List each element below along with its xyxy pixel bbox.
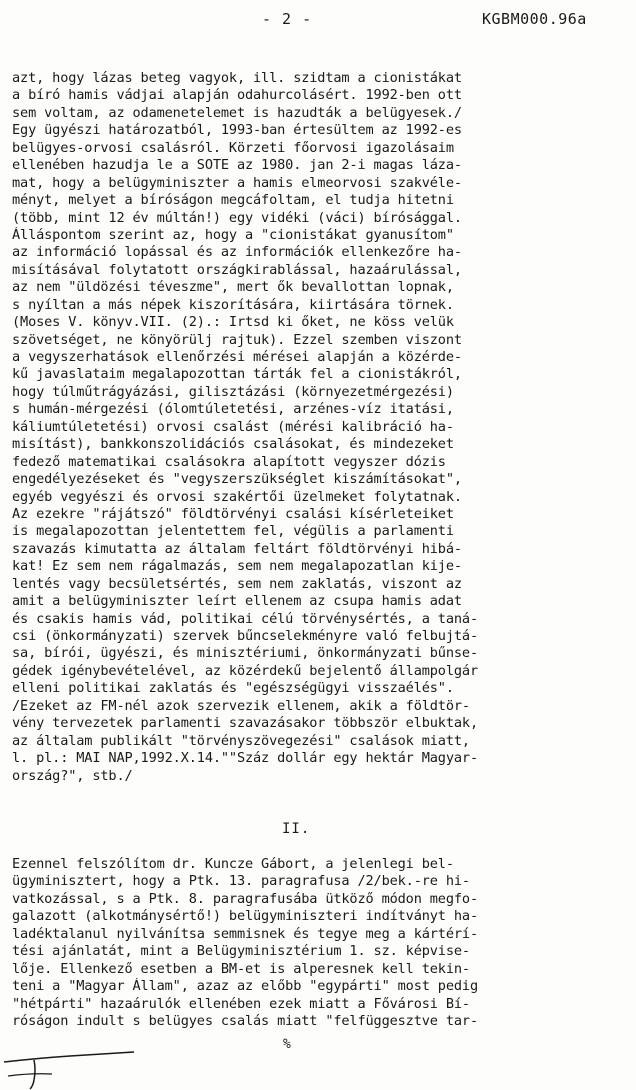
section-heading: II. bbox=[282, 821, 311, 837]
body-text-line: sa, bírói, ügyészi, és minisztériumi, önkormányzati bűnse- bbox=[12, 645, 478, 662]
body-text-line: ország?", stb./ bbox=[12, 767, 133, 784]
body-text-line: sem voltam, az odamenetelemet is hazudták a belügyesek./ bbox=[12, 104, 462, 121]
body-text-line: s humán-mérgezési (ólomtúletetési, arzénes-víz itatási, bbox=[12, 401, 454, 418]
body-text-section-two-line: ladéktalanul nyilvánítsa semmisnek és tegye meg a kártérí- bbox=[12, 925, 478, 942]
body-text-line: ellenében hazudja le a SOTE az 1980. jan 2-i magas láza- bbox=[12, 157, 462, 174]
body-text-line: lentés vagy becsületsértés, sem nem zaklatás, viszont az bbox=[12, 575, 462, 592]
body-text-line: és csakis hamis vád, politikai célú törvénysértés, a taná- bbox=[12, 610, 478, 627]
body-text-line: hogy túlműtrágyázási, gilisztázási (környezetmérgezési) bbox=[12, 383, 454, 400]
body-text-line: belügyes-orvosi csalásról. Körzeti főorvosi igazolásaim bbox=[12, 139, 454, 156]
body-text-line: (Moses V. könyv.VII. (2).: Irtsd ki őket, ne köss velük bbox=[12, 314, 454, 331]
body-text-line: amit a belügyminiszter leírt ellenem az csupa hamis adat bbox=[12, 593, 462, 610]
body-text-line: mat, hogy a belügyminiszter a hamis elmeorvosi szakvéle- bbox=[12, 174, 462, 191]
body-text-line: misításával folytatott országkirablással, hazaárulással, bbox=[12, 261, 462, 278]
page-number: - 2 - bbox=[262, 10, 313, 28]
body-text-line: /Ezeket az FM-nél azok szervezik ellenem, akik a földtör- bbox=[12, 697, 470, 714]
footer-mark: % bbox=[283, 1037, 291, 1052]
body-text-section-two-line: tési ajánlatát, mint a Belügyminisztérium 1. sz. képvise- bbox=[12, 943, 470, 960]
body-text-section-two-line: "hétpárti" hazaárulók ellenében ezek miatt a Fővárosi Bí- bbox=[12, 995, 470, 1012]
body-text-line: gédek igénybevételével, az közérdekű bejelentő állampolgár bbox=[12, 662, 478, 679]
body-text-section-two-line: róságon indult s belügyes csalás miatt "felfüggesztve tar- bbox=[12, 1012, 478, 1029]
body-text-line: l. pl.: MAI NAP,1992.X.14.""Száz dollár egy hektár Magyar- bbox=[12, 750, 478, 767]
body-text-section-two-line: ügyminisztert, hogy a Ptk. 13. paragrafusa /2/bek.-re hi- bbox=[12, 873, 470, 890]
body-text-line: kű javaslataim megalapozottan tárták fel a cionistákról, bbox=[12, 366, 462, 383]
body-text-line: egyéb vegyészi és orvosi szakértői üzelmeket folytatnak. bbox=[12, 488, 462, 505]
body-text-line: kat! Ez sem nem rágalmazás, sem nem megalapozatlan kije- bbox=[12, 558, 462, 575]
body-text-line: a bíró hamis vádjai alapján odahurcolásért. 1992-ben ott bbox=[12, 87, 462, 104]
body-text-line: elleni politikai zaklatás és "egészségügyi visszaélés". bbox=[12, 680, 454, 697]
body-text-line: vény tervezetek parlamenti szavazásakor többször elbuktak, bbox=[12, 715, 478, 732]
body-text-line: ményt, melyet a bíróságon megcáfoltam, el tudja hitetni bbox=[12, 192, 454, 209]
body-text-line: szavazás kimutatta az általam feltárt földtörvényi hibá- bbox=[12, 540, 462, 557]
body-text-section-two-line: lője. Ellenkező esetben a BM-et is alperesnek kell tekin- bbox=[12, 960, 470, 977]
body-text-line: s nyíltan a más népek kiszorítására, kiirtására törnek. bbox=[12, 296, 454, 313]
body-text-section-two-line: Ezennel felszólítom dr. Kuncze Gábort, a jelenlegi bel- bbox=[12, 856, 454, 872]
body-text-line: káliumtúletetési) orvosi csalást (mérési kalibráció ha- bbox=[12, 418, 454, 435]
body-text-line: is megalapozottan jelentettem fel, végülis a parlamenti bbox=[12, 523, 454, 540]
signature-mark bbox=[0, 1040, 140, 1090]
body-text-line: engedélyezéseket és "vegyszerszükséglet kiszámításokat", bbox=[12, 471, 462, 488]
body-text-line: az információ lopással és az információk ellenkezőre ha- bbox=[12, 244, 462, 261]
body-text-section-two-line: galazott (alkotmánysértő!) belügyminiszteri indítványt ha- bbox=[12, 908, 478, 925]
body-text-line: csi (önkormányzati) szervek bűncselekményre való felbujtá- bbox=[12, 628, 478, 644]
body-text-line: Az ezekre "rájátszó" földtörvényi csalási kísérleteiket bbox=[12, 505, 454, 522]
document-code: KGBM000.96a bbox=[482, 10, 587, 28]
body-text-section-two-line: vatkozással, s a Ptk. 8. paragrafusába ütköző módon megfo- bbox=[12, 890, 478, 907]
body-text-line: az általam publikált "törvényszövegezési" csalások miatt, bbox=[12, 732, 470, 749]
body-text-line: misítást), bankkonszolidációs csalásokat, és mindezeket bbox=[12, 436, 454, 453]
body-text bbox=[12, 70, 628, 785]
body-text-line: fedező matematikai csalásokra alapított vegyszer dózis bbox=[12, 453, 446, 470]
body-text-line: azt, hogy lázas beteg vagyok, ill. szidtam a cionistákat bbox=[12, 70, 462, 86]
body-text-line: a vegyszerhatások ellenőrzési mérései alapján a közérde- bbox=[12, 349, 462, 365]
body-text-line: az nem "üldözési téveszme", mert ők bevallottan lopnak, bbox=[12, 279, 454, 296]
body-text-section-two-line: teni a "Magyar Állam", azaz az előbb "egypárti" most pedig bbox=[12, 978, 478, 995]
body-text-line: (több, mint 12 év múltán!) egy vidéki (váci) bírósággal. bbox=[12, 209, 462, 226]
body-text-line: Álláspontom szerint az, hogy a "cionistákat gyanusítom" bbox=[12, 226, 454, 243]
body-text-line: szövetséget, ne könyörülj rajtuk). Ezzel szemben viszont bbox=[12, 331, 462, 348]
body-text-line: Egy ügyészi határozatból, 1993-ban értesültem az 1992-es bbox=[12, 122, 462, 139]
body-text-section-two bbox=[12, 856, 628, 1030]
